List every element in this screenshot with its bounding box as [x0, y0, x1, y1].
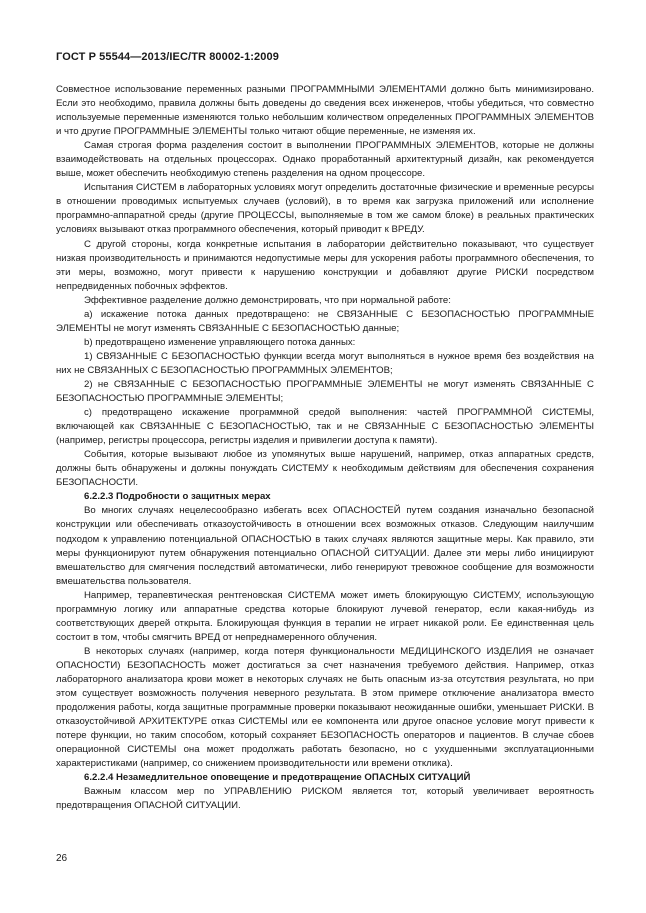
page-number: 26: [56, 853, 68, 864]
body-paragraph: с) предотвращено искажение программной средой выполнения: частей ПРОГРАММНОЙ СИСТЕМЫ, включающей как СВЯЗАННЫЕ С БЕЗОПАСНОСТЬЮ, так и не СВЯЗАННЫЕ С БЕЗОПАСНОСТЬЮ ЭЛЕМЕНТЫ (например, регистры процессора, регистры изделия и привилегии доступа к памяти).: [56, 407, 594, 447]
body-paragraph: Испытания СИСТЕМ в лабораторных условиях могут определить достаточные физические и временные ресурсы в отношении проводимых испытуемых случаев (условий), в то время как загрузка приложений или исполнение программно-аппаратной среды (другие ПРОЦЕССЫ, выполняемые в том же самом блоке) в реальных практических условиях вызывают отказ программного обеспечения, который приводит к ВРЕДУ.: [56, 182, 594, 236]
body-paragraph: а) искажение потока данных предотвращено: не СВЯЗАННЫЕ С БЕЗОПАСНОСТЬЮ ПРОГРАММНЫЕ ЭЛЕМЕНТЫ не могут изменять СВЯЗАННЫЕ С БЕЗОПАСНОСТЬЮ данные;: [56, 308, 594, 334]
body-paragraph: b) предотвращено изменение управляющего потока данных:: [84, 336, 356, 348]
body-paragraph: События, которые вызывают любое из упомянутых выше нарушений, например, отказ аппаратных средств, должны быть обнаружены и должны понуждать СИСТЕМУ к необходимым действиям для обеспечения сохранения БЕЗОПАСНОСТИ.: [56, 449, 594, 489]
body-paragraph: Совместное использование переменных разными ПРОГРАММНЫМИ ЭЛЕМЕНТАМИ должно быть минимизировано. Если это необходимо, правила должны быть доведены до сведения всех инженеров, чтобы убедиться, что совместно используемые переменные изменяются только небольшим количеством определенных ПРОГРАММНЫХ ЭЛЕМЕНТОВ и что другие ПРОГРАММНЫЕ ЭЛЕМЕНТЫ только читают общие переменные, не изменяя их.: [56, 84, 594, 138]
body-paragraph: В некоторых случаях (например, когда потеря функциональности МЕДИЦИНСКОГО ИЗДЕЛИЯ не означает ОПАСНОСТИ) БЕЗОПАСНОСТЬ может достигаться за счет назначения требуемого действия. Например, отказ лабораторного анализатора крови может в некоторых случаях не быть опасным из-за отсутствия результата, но при этом существует возможность получения неверного результата. В этом примере отключение анализатора вместо продолжения работы, когда защитные программные проверки показывают неожиданные ошибки, уменьшает РИСКИ. В отказоустойчивой АРХИТЕКТУРЕ отказ СИСТЕМЫ или ее компонента или другое опасное условие могут привести к потере функции, но таким способом, который сохраняет БЕЗОПАСНОСТЬ операторов и пациентов. В случае сбоев операционной СИСТЕМЫ она может продолжать работать безопасно, но с ухудшенными эксплуатационными характеристиками (например, со снижением производительности или времени отклика).: [56, 645, 594, 770]
body-paragraph: 1) СВЯЗАННЫЕ С БЕЗОПАСНОСТЬЮ функции всегда могут выполняться в нужное время без воздействия на них не СВЯЗАННЫХ С БЕЗОПАСНОСТЬЮ ПРОГРАММНЫХ ЭЛЕМЕНТОВ;: [56, 350, 594, 376]
body-paragraph: Важным классом мер по УПРАВЛЕНИЮ РИСКОМ является тот, который увеличивает вероятность предотвращения ОПАСНОЙ СИТУАЦИИ.: [56, 786, 594, 812]
body-paragraph: 2) не СВЯЗАННЫЕ С БЕЗОПАСНОСТЬЮ ПРОГРАММНЫЕ ЭЛЕМЕНТЫ не могут изменять СВЯЗАННЫЕ С БЕЗОПАСНОСТЬЮ ПРОГРАММНЫЕ ЭЛЕМЕНТЫ;: [56, 378, 594, 405]
document-body: [56, 83, 594, 813]
section-heading: 6.2.2.3 Подробности о защитных мерах: [84, 491, 271, 503]
body-paragraph: С другой стороны, когда конкретные испытания в лаборатории действительно показывают, что существует низкая производительность и принимаются недопустимые меры для ускорения работы программного обеспечения, то эти меры, возможно, могут привести к нарушению конструкции и добавляют другие РИСКИ посредством непредвиденных побочных эффектов.: [56, 238, 594, 292]
body-paragraph: Эффективное разделение должно демонстрировать, что при нормальной работе:: [84, 294, 451, 306]
section-heading: 6.2.2.4 Незамедлительное оповещение и предотвращение ОПАСНЫХ СИТУАЦИЙ: [84, 772, 471, 784]
body-paragraph: Например, терапевтическая рентгеновская СИСТЕМА может иметь блокирующую СИСТЕМУ, использующую программную логику или аппаратные средства которые блокируют лучевой генератор, если какая-нибудь из соответствующих дверей открыта. Блокирующая функция в терапии не играет никакой роли. Ее единственная цель состоит в том, чтобы смягчить ВРЕД от непреднамеренного облучения.: [56, 589, 594, 643]
body-paragraph: Самая строгая форма разделения состоит в выполнении ПРОГРАММНЫХ ЭЛЕМЕНТОВ, которые не должны взаимодействовать на отдельных процессорах. Однако проработанный архитектурный дизайн, как рекомендуется выше, может обеспечить необходимую степень разделения на одном процессоре.: [56, 140, 594, 180]
document-header: ГОСТ Р 55544—2013/IEC/TR 80002-1:2009: [56, 51, 279, 63]
body-paragraph: Во многих случаях нецелесообразно избегать всех ОПАСНОСТЕЙ путем создания изначально безопасной конструкции или обеспечивать отказоустойчивость в отношении всех возможных отказов. Следующим наилучшим подходом к управлению потенциальной ОПАСНОСТЬЮ в таких случаях являются защитные меры. Как правило, эти меры функционируют путем обнаружения потенциально ОПАСНОЙ СИТУАЦИИ. Далее эти меры либо инициируют вмешательство для смягчения последствий автоматически, либо генерируют тревожное сообщение для возможности вмешательства пользователя.: [56, 505, 594, 587]
